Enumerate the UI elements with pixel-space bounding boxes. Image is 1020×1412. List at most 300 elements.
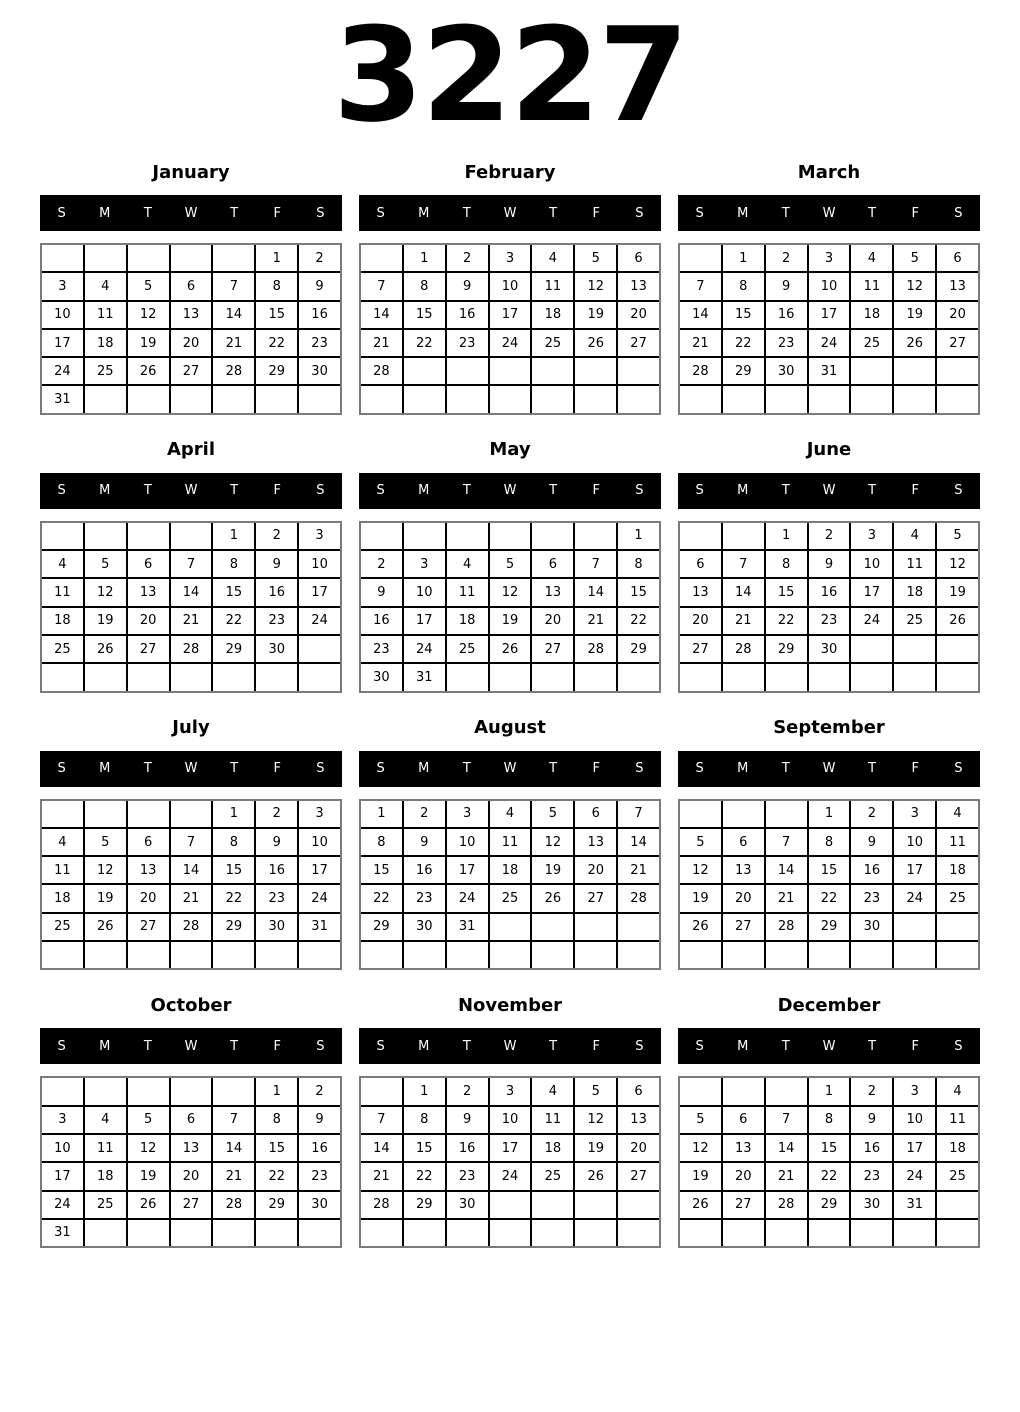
day-cell: 5 — [680, 1107, 721, 1133]
day-cell: 23 — [361, 636, 402, 662]
day-cell: 4 — [447, 551, 488, 577]
day-cell: 3 — [851, 523, 892, 549]
day-cell: 2 — [766, 245, 807, 271]
weekday-label: F — [273, 1038, 282, 1054]
weekday-header-bar — [40, 473, 342, 509]
day-cell: 6 — [532, 551, 573, 577]
day-cell: 24 — [299, 608, 340, 634]
weekday-header-bar — [678, 1028, 980, 1064]
day-cell: 13 — [723, 857, 764, 883]
weekday-label: T — [868, 1038, 877, 1054]
day-cell: 20 — [171, 330, 212, 356]
day-cell: 18 — [42, 608, 83, 634]
weekday-label: S — [316, 205, 325, 221]
day-cell — [680, 801, 721, 827]
day-cell: 30 — [447, 1192, 488, 1218]
day-cell — [532, 523, 573, 549]
day-cell: 23 — [404, 885, 445, 911]
day-cell: 17 — [490, 302, 531, 328]
month-title: March — [797, 161, 861, 183]
day-cell: 7 — [361, 1107, 402, 1133]
month-title: July — [172, 717, 210, 739]
month-july — [40, 705, 342, 971]
day-cell: 20 — [532, 608, 573, 634]
day-cell: 3 — [490, 245, 531, 271]
day-cell: 4 — [490, 801, 531, 827]
day-cell: 16 — [299, 302, 340, 328]
day-cell: 4 — [85, 1107, 126, 1133]
day-cell: 23 — [851, 885, 892, 911]
day-cell: 13 — [618, 273, 659, 299]
day-cell: 11 — [42, 579, 83, 605]
day-cell — [575, 942, 616, 968]
day-cell: 26 — [680, 914, 721, 940]
day-cell — [766, 386, 807, 412]
month-title: February — [464, 161, 556, 183]
month-day-grid — [40, 1076, 342, 1248]
day-cell: 30 — [299, 358, 340, 384]
weekday-label: S — [635, 1038, 644, 1054]
day-cell: 17 — [894, 857, 935, 883]
day-cell: 1 — [809, 801, 850, 827]
day-cell: 3 — [894, 1078, 935, 1104]
day-cell: 28 — [618, 885, 659, 911]
day-cell — [361, 1220, 402, 1246]
day-cell: 8 — [809, 829, 850, 855]
day-cell — [128, 386, 169, 412]
weekday-label: S — [57, 205, 66, 221]
day-cell: 21 — [618, 857, 659, 883]
day-cell: 8 — [723, 273, 764, 299]
day-cell: 6 — [680, 551, 721, 577]
day-cell — [532, 914, 573, 940]
day-cell: 11 — [532, 273, 573, 299]
day-cell: 7 — [680, 273, 721, 299]
day-cell — [85, 942, 126, 968]
day-cell — [171, 523, 212, 549]
day-cell: 14 — [213, 302, 254, 328]
day-cell — [299, 664, 340, 690]
day-cell — [128, 942, 169, 968]
day-cell: 24 — [299, 885, 340, 911]
day-cell: 27 — [532, 636, 573, 662]
weekday-header-bar — [359, 195, 661, 231]
day-cell: 7 — [361, 273, 402, 299]
day-cell: 13 — [575, 829, 616, 855]
day-cell — [299, 942, 340, 968]
day-cell: 7 — [618, 801, 659, 827]
day-cell — [404, 358, 445, 384]
day-cell — [171, 801, 212, 827]
day-cell — [723, 801, 764, 827]
day-cell — [618, 386, 659, 412]
day-cell — [575, 1192, 616, 1218]
month-day-grid — [40, 243, 342, 415]
weekday-label: S — [635, 761, 644, 777]
day-cell: 12 — [490, 579, 531, 605]
day-cell: 18 — [532, 302, 573, 328]
day-cell: 23 — [809, 608, 850, 634]
weekday-label: M — [737, 1038, 749, 1054]
day-cell: 28 — [213, 1192, 254, 1218]
day-cell: 19 — [575, 1135, 616, 1161]
day-cell: 1 — [809, 1078, 850, 1104]
day-cell: 13 — [128, 857, 169, 883]
day-cell: 24 — [42, 358, 83, 384]
month-may — [359, 427, 661, 693]
day-cell: 14 — [171, 579, 212, 605]
day-cell — [447, 523, 488, 549]
weekday-header-bar — [678, 195, 980, 231]
weekday-label: S — [954, 483, 963, 499]
weekday-label: F — [592, 483, 601, 499]
day-cell — [618, 358, 659, 384]
day-cell — [766, 664, 807, 690]
day-cell — [809, 386, 850, 412]
weekday-label: F — [592, 205, 601, 221]
day-cell — [937, 664, 978, 690]
weekday-label: T — [462, 761, 471, 777]
day-cell — [851, 358, 892, 384]
day-cell: 23 — [256, 885, 297, 911]
day-cell: 1 — [256, 245, 297, 271]
day-cell: 21 — [723, 608, 764, 634]
day-cell: 29 — [723, 358, 764, 384]
day-cell: 29 — [809, 1192, 850, 1218]
day-cell — [213, 1220, 254, 1246]
day-cell: 6 — [171, 1107, 212, 1133]
day-cell: 31 — [404, 664, 445, 690]
weekday-header-bar — [359, 473, 661, 509]
weekday-label: M — [418, 761, 430, 777]
day-cell — [256, 386, 297, 412]
weekday-label: F — [911, 761, 920, 777]
day-cell — [618, 942, 659, 968]
month-title: November — [457, 994, 563, 1016]
day-cell: 9 — [404, 829, 445, 855]
weekday-label: T — [781, 483, 790, 499]
day-cell — [85, 1220, 126, 1246]
weekday-label: M — [99, 761, 111, 777]
day-cell: 24 — [809, 330, 850, 356]
weekday-label: T — [143, 761, 152, 777]
day-cell — [766, 1078, 807, 1104]
weekday-label: M — [418, 205, 430, 221]
day-cell: 15 — [809, 857, 850, 883]
day-cell — [213, 1078, 254, 1104]
day-cell: 24 — [894, 885, 935, 911]
day-cell — [894, 1220, 935, 1246]
day-cell: 25 — [532, 1163, 573, 1189]
day-cell: 18 — [42, 885, 83, 911]
day-cell: 15 — [809, 1135, 850, 1161]
day-cell: 28 — [766, 914, 807, 940]
day-cell: 30 — [404, 914, 445, 940]
weekday-label: F — [273, 483, 282, 499]
day-cell: 21 — [171, 885, 212, 911]
day-cell: 25 — [85, 358, 126, 384]
day-cell: 25 — [851, 330, 892, 356]
day-cell: 11 — [490, 829, 531, 855]
day-cell: 24 — [447, 885, 488, 911]
day-cell — [299, 636, 340, 662]
day-cell: 30 — [361, 664, 402, 690]
day-cell: 26 — [532, 885, 573, 911]
day-cell — [299, 386, 340, 412]
day-cell: 19 — [680, 1163, 721, 1189]
day-cell: 23 — [299, 1163, 340, 1189]
day-cell: 2 — [809, 523, 850, 549]
day-cell: 13 — [171, 302, 212, 328]
weekday-label: F — [273, 761, 282, 777]
day-cell: 29 — [213, 914, 254, 940]
day-cell: 5 — [575, 245, 616, 271]
weekday-label: S — [695, 1038, 704, 1054]
day-cell: 18 — [447, 608, 488, 634]
day-cell — [85, 1078, 126, 1104]
day-cell: 27 — [171, 358, 212, 384]
day-cell: 14 — [575, 579, 616, 605]
day-cell: 13 — [171, 1135, 212, 1161]
day-cell — [532, 358, 573, 384]
day-cell: 10 — [447, 829, 488, 855]
day-cell: 24 — [404, 636, 445, 662]
day-cell: 4 — [532, 245, 573, 271]
day-cell: 4 — [532, 1078, 573, 1104]
day-cell: 4 — [937, 1078, 978, 1104]
weekday-label: W — [503, 1038, 517, 1054]
day-cell: 5 — [532, 801, 573, 827]
day-cell: 19 — [128, 330, 169, 356]
day-cell — [361, 942, 402, 968]
weekday-label: M — [99, 205, 111, 221]
day-cell: 1 — [723, 245, 764, 271]
weekday-label: T — [549, 483, 558, 499]
day-cell: 14 — [618, 829, 659, 855]
day-cell: 14 — [171, 857, 212, 883]
day-cell — [766, 801, 807, 827]
day-cell: 18 — [532, 1135, 573, 1161]
weekday-label: F — [911, 205, 920, 221]
day-cell — [851, 636, 892, 662]
day-cell: 8 — [361, 829, 402, 855]
weekday-header-bar — [40, 1028, 342, 1064]
weekday-label: S — [635, 205, 644, 221]
day-cell — [937, 1192, 978, 1218]
day-cell: 16 — [299, 1135, 340, 1161]
weekday-header-bar — [359, 1028, 661, 1064]
day-cell — [171, 942, 212, 968]
day-cell — [361, 245, 402, 271]
day-cell: 25 — [937, 1163, 978, 1189]
day-cell: 30 — [299, 1192, 340, 1218]
day-cell: 27 — [128, 636, 169, 662]
day-cell: 17 — [299, 857, 340, 883]
day-cell: 28 — [575, 636, 616, 662]
day-cell: 12 — [894, 273, 935, 299]
day-cell — [894, 914, 935, 940]
day-cell: 14 — [723, 579, 764, 605]
weekday-label: T — [868, 205, 877, 221]
day-cell: 10 — [299, 829, 340, 855]
day-cell: 21 — [680, 330, 721, 356]
day-cell — [256, 1220, 297, 1246]
day-cell — [680, 664, 721, 690]
weekday-label: M — [418, 1038, 430, 1054]
day-cell: 8 — [766, 551, 807, 577]
day-cell: 2 — [299, 1078, 340, 1104]
day-cell: 1 — [256, 1078, 297, 1104]
month-title: January — [152, 161, 230, 183]
day-cell — [128, 245, 169, 271]
day-cell — [42, 245, 83, 271]
day-cell: 3 — [447, 801, 488, 827]
day-cell: 11 — [937, 1107, 978, 1133]
day-cell: 19 — [532, 857, 573, 883]
month-february — [359, 149, 661, 415]
weekday-label: S — [376, 483, 385, 499]
day-cell: 27 — [680, 636, 721, 662]
month-day-grid — [359, 521, 661, 693]
day-cell: 3 — [809, 245, 850, 271]
day-cell: 9 — [851, 829, 892, 855]
day-cell — [532, 1220, 573, 1246]
day-cell: 22 — [213, 885, 254, 911]
day-cell: 8 — [404, 273, 445, 299]
day-cell — [723, 1220, 764, 1246]
day-cell: 28 — [171, 914, 212, 940]
day-cell — [723, 664, 764, 690]
day-cell: 20 — [618, 1135, 659, 1161]
day-cell: 15 — [766, 579, 807, 605]
day-cell — [851, 1220, 892, 1246]
day-cell: 4 — [85, 273, 126, 299]
day-cell: 25 — [447, 636, 488, 662]
day-cell: 27 — [937, 330, 978, 356]
day-cell: 11 — [894, 551, 935, 577]
day-cell — [404, 1220, 445, 1246]
day-cell — [42, 523, 83, 549]
day-cell: 8 — [213, 551, 254, 577]
day-cell: 10 — [894, 829, 935, 855]
weekday-label: W — [184, 483, 198, 499]
day-cell: 19 — [894, 302, 935, 328]
weekday-label: F — [273, 205, 282, 221]
month-day-grid — [359, 799, 661, 971]
day-cell — [532, 386, 573, 412]
day-cell: 9 — [256, 829, 297, 855]
weekday-label: W — [184, 205, 198, 221]
day-cell: 17 — [299, 579, 340, 605]
day-cell — [809, 942, 850, 968]
day-cell — [361, 1078, 402, 1104]
weekday-label: F — [911, 483, 920, 499]
day-cell: 5 — [128, 273, 169, 299]
day-cell — [894, 358, 935, 384]
weekday-label: M — [737, 761, 749, 777]
day-cell: 31 — [894, 1192, 935, 1218]
month-title: August — [474, 717, 546, 739]
weekday-label: T — [549, 1038, 558, 1054]
day-cell: 17 — [851, 579, 892, 605]
day-cell: 25 — [894, 608, 935, 634]
day-cell: 22 — [213, 608, 254, 634]
day-cell: 19 — [85, 885, 126, 911]
day-cell: 10 — [809, 273, 850, 299]
day-cell: 4 — [937, 801, 978, 827]
day-cell: 9 — [447, 273, 488, 299]
weekday-label: W — [822, 1038, 836, 1054]
day-cell: 27 — [575, 885, 616, 911]
day-cell: 26 — [680, 1192, 721, 1218]
weekday-label: W — [184, 1038, 198, 1054]
day-cell — [723, 1078, 764, 1104]
day-cell: 9 — [851, 1107, 892, 1133]
day-cell: 31 — [809, 358, 850, 384]
day-cell — [447, 1220, 488, 1246]
day-cell — [490, 386, 531, 412]
day-cell: 17 — [490, 1135, 531, 1161]
day-cell: 12 — [85, 579, 126, 605]
day-cell: 11 — [532, 1107, 573, 1133]
day-cell: 12 — [128, 1135, 169, 1161]
weekday-label: M — [737, 205, 749, 221]
day-cell: 28 — [723, 636, 764, 662]
weekday-label: T — [462, 1038, 471, 1054]
day-cell: 22 — [618, 608, 659, 634]
day-cell — [575, 523, 616, 549]
day-cell: 8 — [256, 273, 297, 299]
day-cell: 17 — [42, 1163, 83, 1189]
day-cell: 26 — [128, 358, 169, 384]
day-cell — [256, 664, 297, 690]
months-grid — [40, 149, 980, 1248]
day-cell: 17 — [447, 857, 488, 883]
weekday-label: W — [822, 483, 836, 499]
day-cell: 9 — [299, 1107, 340, 1133]
day-cell — [490, 523, 531, 549]
day-cell — [128, 664, 169, 690]
weekday-label: F — [911, 1038, 920, 1054]
day-cell: 21 — [213, 1163, 254, 1189]
weekday-label: W — [822, 761, 836, 777]
day-cell: 23 — [766, 330, 807, 356]
day-cell: 7 — [575, 551, 616, 577]
day-cell: 26 — [128, 1192, 169, 1218]
day-cell — [680, 1220, 721, 1246]
day-cell — [128, 801, 169, 827]
day-cell: 11 — [85, 1135, 126, 1161]
day-cell: 8 — [404, 1107, 445, 1133]
weekday-label: S — [57, 483, 66, 499]
day-cell: 22 — [809, 885, 850, 911]
day-cell: 23 — [256, 608, 297, 634]
day-cell: 6 — [171, 273, 212, 299]
day-cell: 22 — [256, 330, 297, 356]
weekday-label: T — [230, 483, 239, 499]
day-cell: 16 — [851, 1135, 892, 1161]
day-cell: 11 — [85, 302, 126, 328]
weekday-label: S — [316, 761, 325, 777]
day-cell: 19 — [937, 579, 978, 605]
day-cell: 16 — [851, 857, 892, 883]
day-cell — [680, 1078, 721, 1104]
day-cell — [894, 664, 935, 690]
day-cell: 6 — [575, 801, 616, 827]
day-cell: 21 — [361, 330, 402, 356]
weekday-label: S — [316, 1038, 325, 1054]
day-cell: 25 — [490, 885, 531, 911]
